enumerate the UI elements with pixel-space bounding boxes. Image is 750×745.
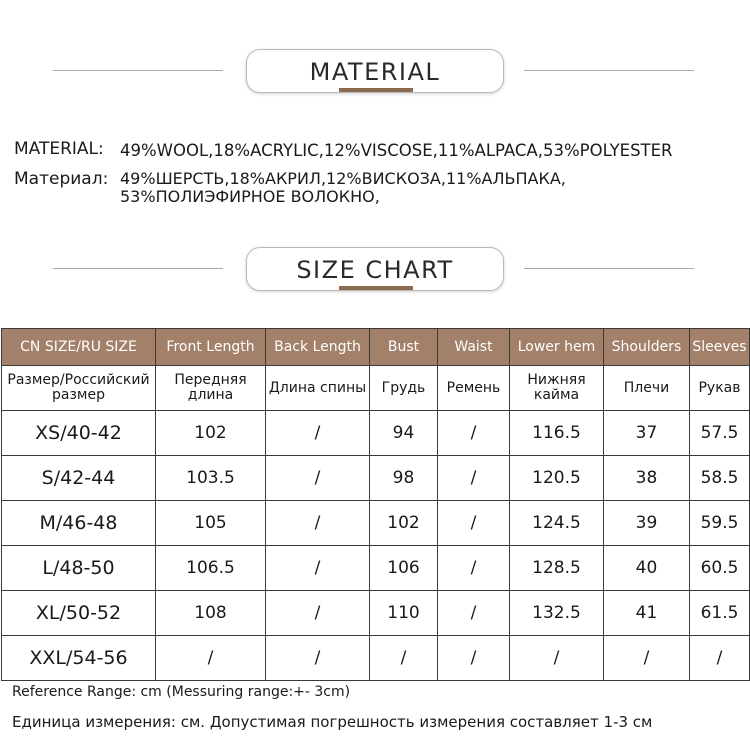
- table-cell: /: [438, 456, 510, 501]
- size-cell: M/46-48: [2, 501, 156, 546]
- ru-header-back-length: Длина спины: [266, 366, 370, 411]
- table-cell: 37: [604, 411, 690, 456]
- table-cell: 102: [370, 501, 438, 546]
- size-cell: XS/40-42: [2, 411, 156, 456]
- heading-pill: [246, 49, 504, 93]
- table-cell: /: [438, 636, 510, 681]
- size-cell: S/42-44: [2, 456, 156, 501]
- table-cell: /: [438, 591, 510, 636]
- table-cell: 108: [156, 591, 266, 636]
- table-cell: 110: [370, 591, 438, 636]
- accent-bar: [339, 88, 413, 92]
- table-cell: 120.5: [510, 456, 604, 501]
- material-ru-value-line1: 49%ШЕРСТЬ,18%АКРИЛ,12%ВИСКОЗА,11%АЛЬПАКА,: [120, 169, 566, 188]
- header-front-length: Front Length: [156, 329, 266, 366]
- table-row: [2, 591, 750, 636]
- table-cell: /: [510, 636, 604, 681]
- table-row: [2, 501, 750, 546]
- table-cell: /: [266, 546, 370, 591]
- table-cell: 105: [156, 501, 266, 546]
- divider-line: [53, 268, 223, 269]
- ru-header-shoulders: Плечи: [604, 366, 690, 411]
- table-cell: 38: [604, 456, 690, 501]
- size-cell: XXL/54-56: [2, 636, 156, 681]
- header-cn-size: CN SIZE/RU SIZE: [2, 329, 156, 366]
- table-cell: 94: [370, 411, 438, 456]
- table-ru-header-row: [2, 366, 750, 411]
- table-header-row: [2, 329, 750, 366]
- table-cell: /: [266, 636, 370, 681]
- ru-header-size: Размер/Российский размер: [2, 366, 156, 411]
- table-row: [2, 546, 750, 591]
- table-cell: 98: [370, 456, 438, 501]
- table-cell: 60.5: [690, 546, 750, 591]
- table-cell: /: [690, 636, 750, 681]
- table-cell: /: [438, 546, 510, 591]
- material-en-label: MATERIAL:: [14, 139, 104, 159]
- table-cell: 106: [370, 546, 438, 591]
- size-chart-table: [1, 328, 750, 681]
- ru-header-bust: Грудь: [370, 366, 438, 411]
- material-ru-value-line2: 53%ПОЛИЭФИРНОЕ ВОЛОКНО,: [120, 187, 380, 206]
- table-cell: 103.5: [156, 456, 266, 501]
- table-cell: /: [266, 591, 370, 636]
- table-cell: 58.5: [690, 456, 750, 501]
- header-lower-hem: Lower hem: [510, 329, 604, 366]
- table-row: [2, 411, 750, 456]
- table-cell: 41: [604, 591, 690, 636]
- divider-line: [524, 268, 694, 269]
- header-sleeves: Sleeves: [690, 329, 750, 366]
- divider-line: [524, 70, 694, 71]
- table-cell: /: [438, 411, 510, 456]
- material-heading-banner: [0, 49, 750, 99]
- table-cell: 116.5: [510, 411, 604, 456]
- size-cell: XL/50-52: [2, 591, 156, 636]
- accent-bar: [339, 286, 413, 290]
- table-cell: 132.5: [510, 591, 604, 636]
- ru-header-lower-hem: Нижняя кайма: [510, 366, 604, 411]
- table-cell: /: [266, 501, 370, 546]
- table-cell: 59.5: [690, 501, 750, 546]
- measurement-note-ru: Единица измерения: см. Допустимая погрешность измерения составляет 1-3 см: [12, 713, 653, 731]
- table-cell: /: [266, 456, 370, 501]
- header-bust: Bust: [370, 329, 438, 366]
- table-cell: 39: [604, 501, 690, 546]
- table-cell: /: [370, 636, 438, 681]
- table-cell: /: [438, 501, 510, 546]
- table-cell: 61.5: [690, 591, 750, 636]
- material-en-value: 49%WOOL,18%ACRYLIC,12%VISCOSE,11%ALPACA,53%POLYESTER: [120, 141, 673, 160]
- material-heading: MATERIAL: [309, 58, 441, 86]
- table-cell: /: [266, 411, 370, 456]
- material-ru-label: Материал:: [14, 169, 109, 189]
- table-cell: 102: [156, 411, 266, 456]
- header-back-length: Back Length: [266, 329, 370, 366]
- heading-pill: [246, 247, 504, 291]
- table-cell: 128.5: [510, 546, 604, 591]
- table-cell: 106.5: [156, 546, 266, 591]
- size-cell: L/48-50: [2, 546, 156, 591]
- size-chart-heading-banner: [0, 247, 750, 297]
- size-chart-heading: SIZE CHART: [296, 256, 454, 284]
- ru-header-front-length: Передняя длина: [156, 366, 266, 411]
- header-shoulders: Shoulders: [604, 329, 690, 366]
- table-cell: 124.5: [510, 501, 604, 546]
- ru-header-waist: Ремень: [438, 366, 510, 411]
- header-waist: Waist: [438, 329, 510, 366]
- reference-range-note: Reference Range: cm (Messuring range:+- 3cm): [12, 684, 351, 700]
- table-cell: 40: [604, 546, 690, 591]
- divider-line: [53, 70, 223, 71]
- table-cell: /: [156, 636, 266, 681]
- table-cell: /: [604, 636, 690, 681]
- ru-header-sleeves: Рукав: [690, 366, 750, 411]
- table-cell: 57.5: [690, 411, 750, 456]
- table-row: [2, 456, 750, 501]
- table-row: [2, 636, 750, 681]
